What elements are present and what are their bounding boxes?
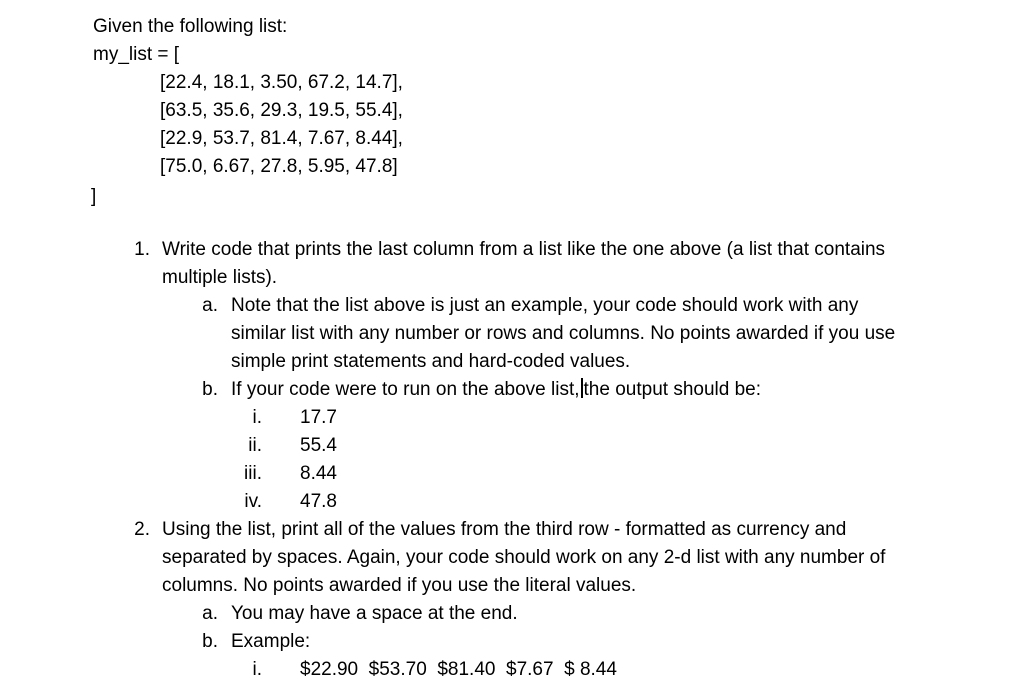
list-row: [22.9, 53.7, 81.4, 7.67, 8.44], [160, 128, 403, 149]
q2b-text: Example: [231, 631, 311, 652]
q1-text-line2: multiple lists). [162, 267, 278, 288]
list-row: [75.0, 6.67, 27.8, 5.95, 47.8] [160, 156, 398, 177]
q1a-marker: a. [202, 295, 218, 316]
output-marker: iii. [244, 463, 262, 484]
output-value: 8.44 [300, 463, 337, 484]
q1a-text-line1: Note that the list above is just an example, your code should work with any [231, 295, 859, 316]
q1b-text-after-cursor: the output should be: [583, 379, 762, 400]
list-row: [22.4, 18.1, 3.50, 67.2, 14.7], [160, 72, 403, 93]
text-cursor [581, 378, 583, 398]
q2a-marker: a. [202, 603, 218, 624]
q1a-text-line2: similar list with any number or rows and columns. No points awarded if you use [231, 323, 896, 344]
output-marker: i. [252, 407, 262, 428]
q1-marker: 1. [134, 239, 150, 260]
example-marker: i. [252, 659, 262, 680]
list-declaration: my_list = [ [93, 44, 180, 65]
q1-text-line1: Write code that prints the last column from a list like the one above (a list that contains [162, 239, 886, 260]
intro-text: Given the following list: [93, 16, 288, 37]
output-value: 55.4 [300, 435, 337, 456]
q1b-text-before-cursor: If your code were to run on the above list, [231, 379, 580, 400]
list-close-bracket: ] [91, 186, 97, 207]
output-value: 17.7 [300, 407, 337, 428]
q2-marker: 2. [134, 519, 150, 540]
q2-text-line2: separated by spaces. Again, your code should work on any 2-d list with any number of [162, 547, 886, 568]
q1a-text-line3: simple print statements and hard-coded values. [231, 351, 631, 372]
q1b-text [231, 376, 761, 404]
q2a-text: You may have a space at the end. [231, 603, 518, 624]
example-output: $22.90 $53.70 $81.40 $7.67 $ 8.44 [300, 659, 617, 680]
list-row: [63.5, 35.6, 29.3, 19.5, 55.4], [160, 100, 403, 121]
q1b-marker: b. [202, 379, 218, 400]
output-marker: ii. [248, 435, 262, 456]
q2-text-line1: Using the list, print all of the values from the third row - formatted as currency and [162, 519, 847, 540]
q2b-marker: b. [202, 631, 218, 652]
output-marker: iv. [244, 491, 262, 512]
output-value: 47.8 [300, 491, 337, 512]
q2-text-line3: columns. No points awarded if you use the literal values. [162, 575, 637, 596]
